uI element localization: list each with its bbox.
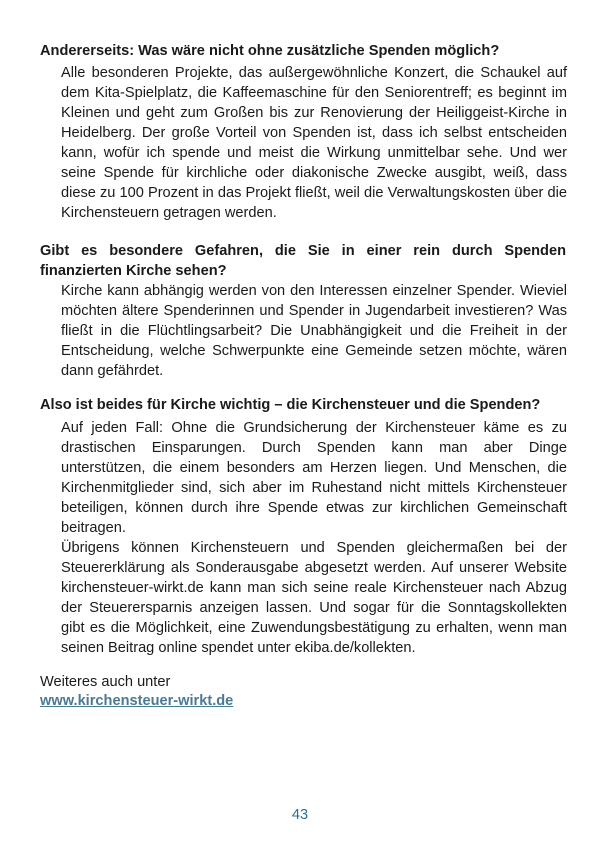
section-heading-1: Andererseits: Was wäre nicht ohne zusätzliche Spenden möglich? (40, 43, 500, 59)
section-3-paragraph-2: Übrigens können Kirchensteuern und Spenden gleichermaßen bei der Steuererklärung als Sonderausgabe abgesetzt werden. Auf unserer Website kirchensteuer-wirkt.de kann man sich seine reale Kirchensteuer nach Abzug der Steuerersparnis anzeigen lassen. Und sogar für die Sonntagskollekten gibt es die Möglichkeit, eine Zuwendungsbestätigung zu erhalten, wenn man seinen Beitrag online spendet unter ekiba.de/kollekten. (61, 540, 567, 656)
website-link[interactable]: www.kirchensteuer-wirkt.de (40, 693, 234, 709)
section-3-paragraph-1: Auf jeden Fall: Ohne die Grundsicherung der Kirchensteuer käme es zu drastischen Einsparungen. Durch Spenden kann man aber Dinge unterstützen, die einem besonders am Herzen liegen. Und Menschen, die Kirchenmitglieder sind, sich aber im Ruhestand nicht mittels Kirchensteuer beteiligen, können durch ihre Spende etwas zur kirchlichen Gemeinschaft beitragen. (61, 420, 567, 536)
section-body-2 (61, 281, 567, 381)
section-heading-3: Also ist beides für Kirche wichtig – die Kirchensteuer und die Spenden? (40, 397, 541, 413)
footer-text: Weiteres auch unter (40, 674, 171, 690)
section-1-paragraph-1: Alle besonderen Projekte, das außergewöhnliche Konzert, die Schaukel auf dem Kita-Spielplatz, die Kaffeemaschine für den Seniorentreff; es beginnt im Kleinen und geht zum Großen bis zur Renovierung der Heiliggeist-Kirche in Heidelberg. Der große Vorteil von Spenden ist, dass ich selbst entscheiden kann, wofür ich spende und meist die Wirkung unmittelbar sehe. Und wer seine Spende für kirchliche oder diakonische Zwecke ausgibt, weiß, dass diese zu 100 Prozent in das Projekt fließt, weil die Verwaltungskosten über die Kirchensteuern getragen werden. (61, 65, 567, 221)
section-2-paragraph-1: Kirche kann abhängig werden von den Interessen einzelner Spender. Wieviel möchten ältere Spenderinnen und Spender in Jugendarbeit investieren? Was fließt in die Flüchtlingsarbeit? Die Unabhängigkeit und die Freiheit in der Entscheidung, welche Schwerpunkte eine Gemeinde setzen möchte, wären dann gefährdet. (61, 283, 567, 379)
section-body-3 (61, 418, 567, 658)
page-number: 43 (291, 807, 309, 823)
section-heading-2: Gibt es besondere Gefahren, die Sie in einer rein durch Spenden finanzierten Kirche sehen? (40, 243, 566, 279)
section-body-1 (61, 63, 567, 223)
